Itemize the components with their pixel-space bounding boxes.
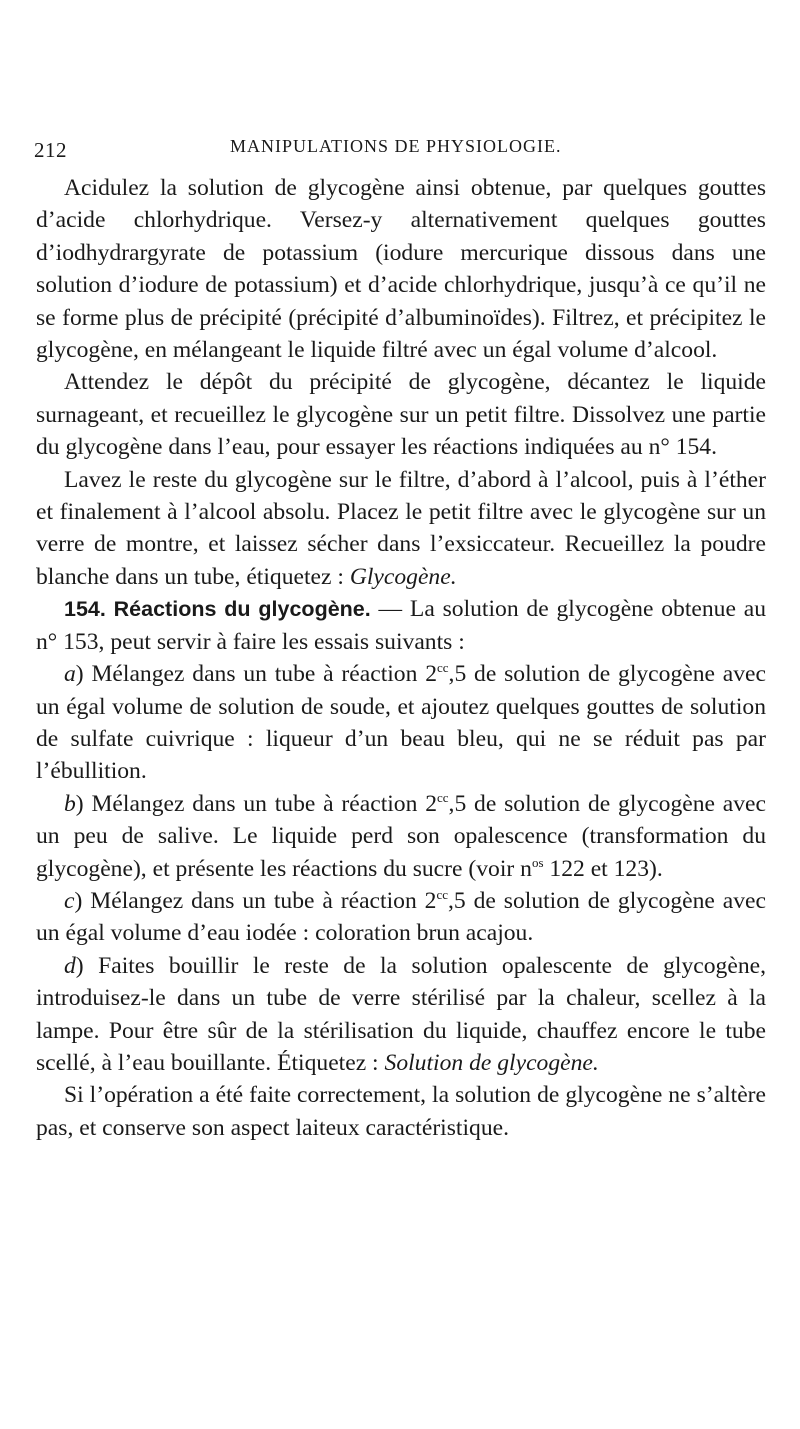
item-a-pre: ) Mélangez dans un tube à réaction 2: [75, 661, 437, 688]
paragraph-attendez: Attendez le dépôt du précipité de glycogène, décantez le liquide surnageant, et recueillez le glycogène sur un petit filtre. Dissolvez une partie du glycogène dans l’eau, pour essayer les réactions indiquées au n° 154.: [36, 369, 766, 461]
running-header: [34, 136, 774, 166]
item-b: [36, 788, 766, 885]
paragraph-acidulez: Acidulez la solution de glycogène ainsi obtenue, par quelques gouttes d’acide chlorhydrique. Versez-y alternativement quelques gouttes d’iodhydrargyrate de potassium (iodure mercurique dissous dans une solution d’iodure de potassium) et d’acide chlorhydrique, jusqu’à ce qu’il ne se forme plus de précipité (précipité d’albuminoïdes). Filtrez, et précipitez le glycogène, en mélangeant le liquide filtré avec un égal volume d’alcool.: [36, 175, 766, 364]
item-a-unit: cc: [437, 660, 449, 676]
paragraph-lavez: [36, 464, 766, 594]
item-c: [36, 885, 766, 950]
item-c-pre: ) Mélangez dans un tube à réaction 2: [74, 887, 437, 914]
body-text: [36, 172, 766, 1144]
paragraph-final: Si l’opération a été faite correctement, la solution de glycogène ne s’altère pas, et conserve son aspect laiteux caractéristique.: [36, 1082, 766, 1141]
section-number: 154.: [64, 597, 106, 622]
page-number: 212: [34, 138, 67, 162]
item-b-pre: ) Mélangez dans un tube à réaction 2: [75, 790, 437, 817]
item-b-mid: ,5 de solution de glycogène avec un peu de salive. Le liquide perd son opalescence (transformation du glycogène), et présente les réactions du sucre (voir n: [36, 790, 766, 882]
label-solution-glycogene: Solution de glycogène.: [384, 1049, 599, 1076]
item-d: [36, 950, 766, 1080]
item-d-text: ) Faites bouillir le reste de la solution opalescente de glycogène, introduisez-le dans un tube de verre stérilisé par la chaleur, scellez à la lampe. Pour être sûr de la stérilisation du liquide, chauffez encore le tube scellé, à l’eau bouillante. Étiquetez :: [36, 952, 766, 1076]
item-b-marker: b: [64, 790, 76, 817]
item-b-sup: os: [531, 854, 544, 870]
label-glycogene: Glycogène.: [349, 563, 457, 590]
item-a-marker: a: [64, 661, 76, 688]
item-c-marker: c: [64, 887, 75, 914]
section-intro: — La solution de glycogène obtenue au n° 153, peut servir à faire les essais suivants :: [36, 596, 766, 655]
section-154: [36, 593, 766, 658]
item-a-post: ,5 de solution de glycogène avec un égal volume de solution de soude, et ajoutez quelques gouttes de solution de sulfate cuivrique : liqueur d’un beau bleu, qui ne se réduit pas par l’ébullition.: [36, 661, 766, 785]
paragraph-lavez-text: Lavez le reste du glycogène sur le filtre, d’abord à l’alcool, puis à l’éther et finalement à l’alcool absolu. Placez le petit filtre avec le glycogène sur un verre de montre, et laissez sécher dans l’exsiccateur. Recueillez la poudre blanche dans un tube, étiquetez :: [36, 466, 766, 590]
item-c-post: ,5 de solution de glycogène avec un égal volume d’eau iodée : coloration brun acajou.: [36, 887, 766, 947]
item-b-post: 122 et 123).: [543, 855, 663, 882]
item-d-marker: d: [64, 952, 76, 979]
item-b-unit: cc: [437, 789, 449, 805]
section-title: Réactions du glycogène.: [113, 597, 371, 622]
running-title: MANIPULATIONS DE PHYSIOLOGIE.: [230, 136, 562, 156]
item-c-unit: cc: [436, 887, 448, 903]
item-a: [36, 658, 766, 788]
